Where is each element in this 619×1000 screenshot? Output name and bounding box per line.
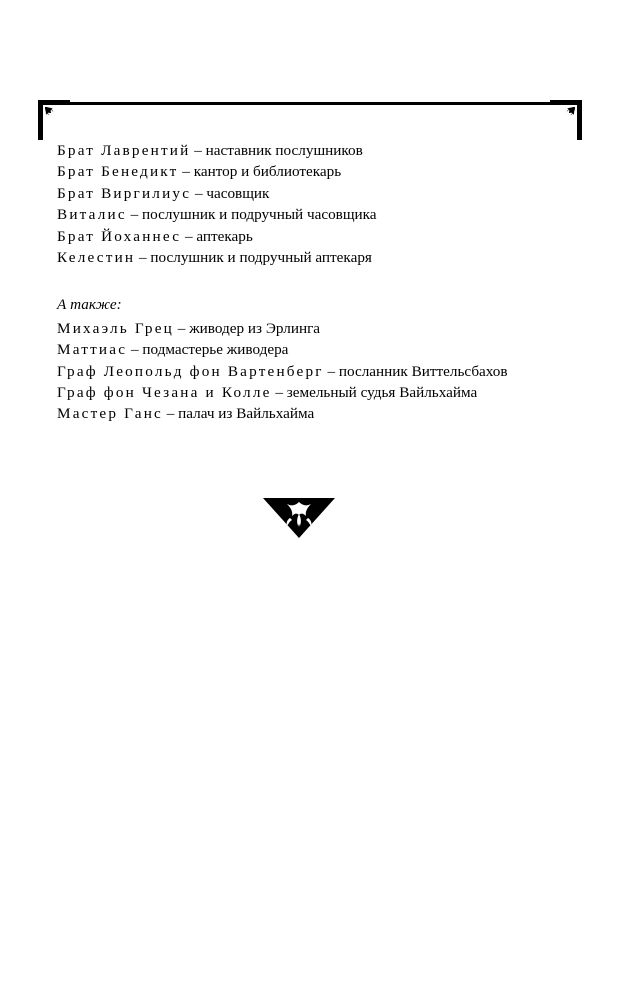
cast-entry-name: Келестин (57, 249, 136, 267)
cast-entry-dash: – (323, 362, 339, 380)
cast-entry-dash: – (174, 319, 190, 337)
horizontal-rule (60, 102, 560, 105)
cast-entry-description: подмастерье живодера (142, 341, 289, 359)
bottom-ornament-fleuron-icon (259, 494, 339, 542)
cast-entry (57, 318, 563, 339)
cast-entry (57, 161, 563, 182)
cast-entry-dash: – (271, 384, 287, 402)
cast-entry-dash: – (162, 405, 179, 423)
cast-entry-name: Михаэль Грец (57, 319, 174, 337)
cast-entry-name: Брат Виргилиус (57, 184, 192, 202)
cast-entry-dash: – (127, 341, 143, 359)
cast-entry-dash: – (135, 249, 151, 267)
corner-flourish-left-icon (36, 98, 72, 142)
cast-entry-description: посланник Виттельсбахов (338, 362, 508, 380)
top-ornament (36, 98, 584, 146)
cast-entry-description: послушник и подручный часовщика (142, 206, 377, 224)
cast-entry-name: Маттиас (57, 341, 128, 359)
cast-entry (57, 403, 563, 424)
cast-entry-dash: – (178, 163, 194, 181)
corner-flourish-right-icon (548, 98, 584, 142)
cast-entry-description: земельный судья Вайльхайма (286, 384, 478, 402)
section-spacer (57, 268, 563, 294)
cast-entry-name: Мастер Ганс (57, 405, 163, 423)
cast-entry (57, 140, 563, 161)
cast-entry-description: кантор и библиотекарь (193, 163, 342, 181)
cast-entry (57, 247, 563, 268)
cast-entry-dash: – (191, 184, 207, 202)
cast-entry (57, 183, 563, 204)
cast-entry (57, 361, 563, 382)
cast-entry-description: живодер из Эрлинга (189, 319, 321, 337)
cast-entry (57, 204, 563, 225)
cast-entry-description: часовщик (206, 184, 270, 202)
cast-list (57, 140, 563, 425)
cast-entry-description: палач из Вайльхайма (178, 405, 315, 423)
cast-entry-name: Виталис (57, 206, 127, 224)
cast-entry-description: аптекарь (196, 227, 253, 245)
cast-entry (57, 382, 563, 403)
cast-entry-name: Брат Йоханнес (57, 227, 182, 245)
cast-entry (57, 226, 563, 247)
cast-entry-name: Граф Леопольд фон Вартенберг (57, 362, 324, 380)
cast-entry-dash: – (190, 142, 206, 159)
also-label: А также: (57, 296, 122, 314)
cast-entry-name: Брат Лаврентий (57, 142, 191, 159)
cast-entry-description: наставник послушников (205, 142, 363, 159)
cast-entry-name: Брат Бенедикт (57, 163, 179, 181)
cast-entry-description: послушник и подручный аптекаря (150, 249, 372, 267)
cast-entry (57, 339, 563, 360)
cast-entry-dash: – (181, 227, 197, 245)
cast-entry-dash: – (126, 206, 142, 224)
cast-entry-name: Граф фон Чезана и Колле (57, 384, 272, 402)
